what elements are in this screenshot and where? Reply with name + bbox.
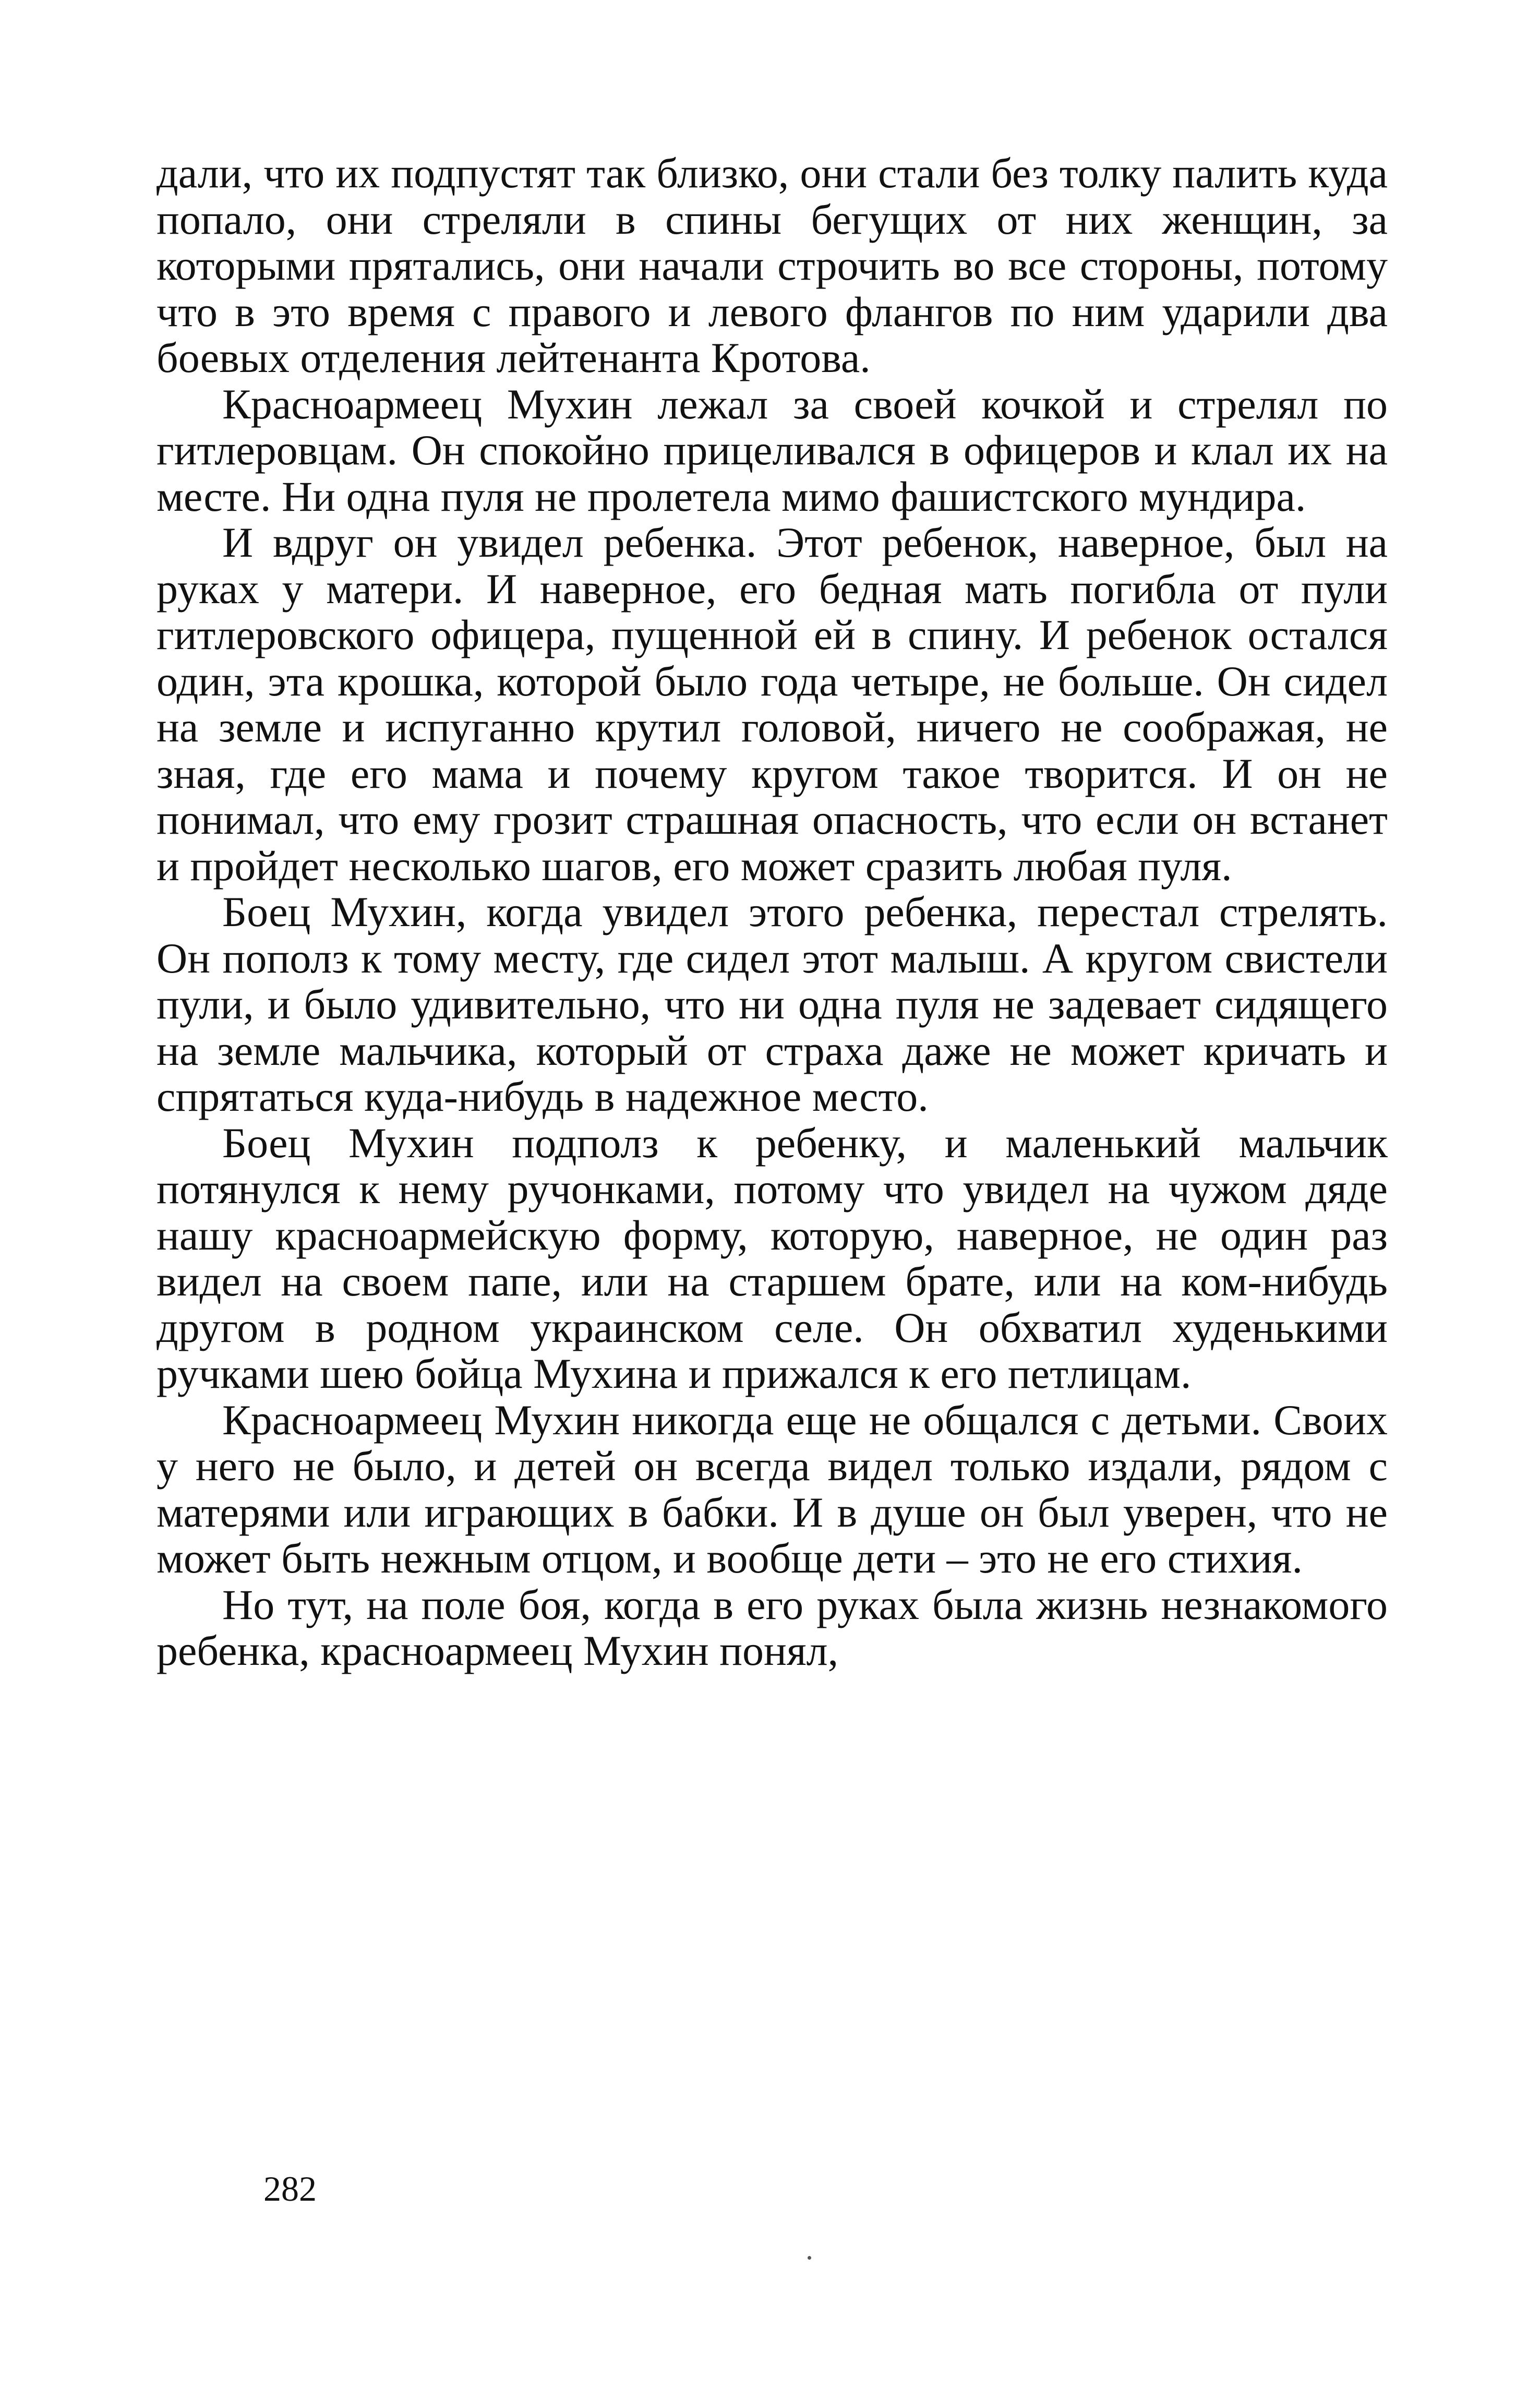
book-page-text bbox=[157, 150, 1388, 1674]
paragraph-6: Красноармеец Мухин никогда еще не общался с детьми. Своих у него не было, и детей он всегда видел только издали, рядом с матерями или играющих в бабки. И в душе он был уверен, что не может быть нежным отцом, и вообще дети – это не его стихия. bbox=[157, 1396, 1388, 1582]
paragraph-1-continuation: дали, что их подпустят так близко, они стали без толку палить куда попало, они стреляли в спины бегущих от них женщин, за которыми прятались, они начали строчить во все стороны, потому что в это время с правого и левого флангов по ним ударили два боевых отделения лейтенанта Кротова. bbox=[157, 149, 1388, 381]
paragraph-7: Но тут, на поле боя, когда в его руках была жизнь незнакомого ребенка, красноармеец Мухин понял, bbox=[157, 1580, 1388, 1674]
paragraph-5: Боец Мухин подполз к ребенку, и маленький мальчик потянулся к нему ручонками, потому что увидел на чужом дяде нашу красноармейскую форму, которую, наверное, не один раз видел на своем папе, или на старшем брате, или на ком-нибудь другом в родном украинском селе. Он обхватил худенькими ручками шею бойца Мухина и прижался к его петлицам. bbox=[157, 1119, 1388, 1397]
print-speck bbox=[808, 2256, 811, 2260]
paragraph-3: И вдруг он увидел ребенка. Этот ребенок, наверное, был на руках у матери. И наверное, его бедная мать погибла от пули гитлеровского офицера, пущенной ей в спину. И ребенок остался один, эта крошка, которой было года четыре, не больше. Он сидел на земле и испуганно крутил головой, ничего не соображая, не зная, где его мама и почему кругом такое творится. И он не понимал, что ему грозит страшная опасность, что если он встанет и пройдет несколько шагов, его может сразить любая пуля. bbox=[157, 519, 1388, 890]
page-number: 282 bbox=[263, 2169, 317, 2209]
paragraph-4: Боец Мухин, когда увидел этого ребенка, перестал стрелять. Он пополз к тому месту, где сидел этот малыш. А кругом свистели пули, и было удивительно, что ни одна пуля не задевает сидящего на земле мальчика, который от страха даже не может кричать и спрятаться куда-нибудь в надежное место. bbox=[157, 888, 1388, 1120]
paragraph-2: Красноармеец Мухин лежал за своей кочкой и стрелял по гитлеровцам. Он спокойно прицеливался в офицеров и клал их на месте. Ни одна пуля не пролетела мимо фашистского мундира. bbox=[157, 380, 1388, 520]
